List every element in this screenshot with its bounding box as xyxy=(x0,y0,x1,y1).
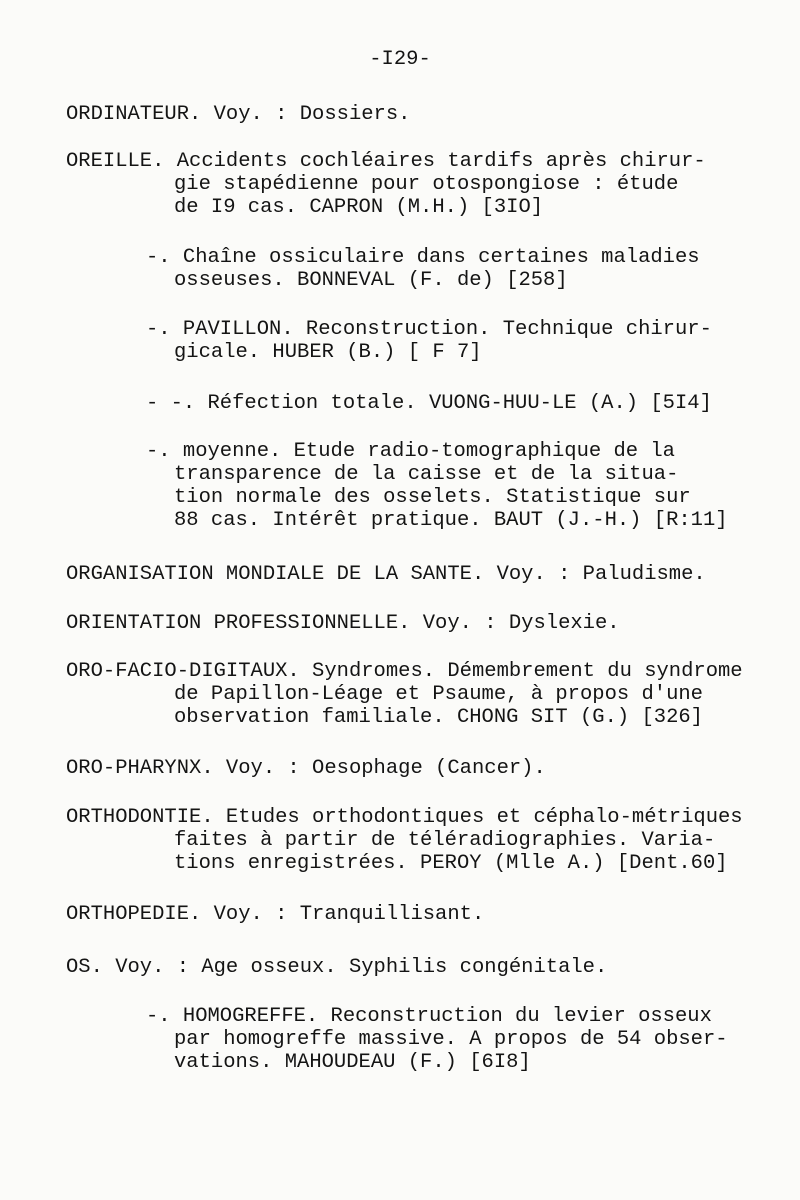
index-subentry-chaine-ossiculaire xyxy=(146,246,800,292)
entry-line: gie stapédienne pour otospongiose : étude xyxy=(174,173,679,196)
index-entry-os xyxy=(66,956,746,979)
entry-line: de I9 cas. CAPRON (M.H.) [3IO] xyxy=(174,196,544,219)
entry-line: - -. Réfection totale. VUONG-HUU-LE (A.) [5I4] xyxy=(146,392,712,415)
entry-line: ORO-PHARYNX. Voy. : Oesophage (Cancer). xyxy=(66,757,546,780)
index-entry-orthodontie xyxy=(66,806,746,875)
entry-line: vations. MAHOUDEAU (F.) [6I8] xyxy=(174,1051,531,1074)
entry-line: 88 cas. Intérêt pratique. BAUT (J.-H.) [R:11] xyxy=(174,509,728,532)
index-entry-orthopedie xyxy=(66,903,746,926)
entry-line: -. moyenne. Etude radio-tomographique de la xyxy=(146,440,675,463)
entry-line: ORO-FACIO-DIGITAUX. Syndromes. Démembrement du syndrome xyxy=(66,660,743,683)
entry-line: ORTHOPEDIE. Voy. : Tranquillisant. xyxy=(66,903,485,926)
entry-line: -. PAVILLON. Reconstruction. Technique chirur- xyxy=(146,318,712,341)
entry-line: ORTHODONTIE. Etudes orthodontiques et céphalo-métriques xyxy=(66,806,743,829)
index-entry-oro-pharynx xyxy=(66,757,746,780)
entry-line: OS. Voy. : Age osseux. Syphilis congénitale. xyxy=(66,956,608,979)
index-subentry-homogreffe xyxy=(146,1005,800,1074)
entry-line: osseuses. BONNEVAL (F. de) [258] xyxy=(174,269,568,292)
entry-line: -. HOMOGREFFE. Reconstruction du levier osseux xyxy=(146,1005,712,1028)
entry-line: tion normale des osselets. Statistique sur xyxy=(174,486,691,509)
index-entry-ordinateur xyxy=(66,103,746,126)
entry-line: faites à partir de téléradiographies. Varia- xyxy=(174,829,716,852)
index-subentry-pavillon xyxy=(146,318,800,364)
index-entry-organisation-mondiale xyxy=(66,563,746,586)
entry-line: OREILLE. Accidents cochléaires tardifs après chirur- xyxy=(66,150,706,173)
entry-line: ORIENTATION PROFESSIONNELLE. Voy. : Dyslexie. xyxy=(66,612,620,635)
index-subentry-refection-totale xyxy=(146,392,800,415)
index-entry-oro-facio-digitaux xyxy=(66,660,746,729)
entry-line: tions enregistrées. PEROY (Mlle A.) [Dent.60] xyxy=(174,852,728,875)
index-entry-orientation-professionnelle xyxy=(66,612,746,635)
entry-line: ORGANISATION MONDIALE DE LA SANTE. Voy. : Paludisme. xyxy=(66,563,706,586)
entry-line: ORDINATEUR. Voy. : Dossiers. xyxy=(66,103,411,126)
index-subentry-moyenne xyxy=(146,440,800,532)
entry-line: de Papillon-Léage et Psaume, à propos d'une xyxy=(174,683,703,706)
entry-line: -. Chaîne ossiculaire dans certaines maladies xyxy=(146,246,700,269)
page-number: -I29- xyxy=(369,48,431,71)
entry-line: gicale. HUBER (B.) [ F 7] xyxy=(174,341,482,364)
entry-line: par homogreffe massive. A propos de 54 obser- xyxy=(174,1028,728,1051)
entry-line: observation familiale. CHONG SIT (G.) [326] xyxy=(174,706,703,729)
index-entry-oreille xyxy=(66,150,746,219)
entry-line: transparence de la caisse et de la situa- xyxy=(174,463,679,486)
